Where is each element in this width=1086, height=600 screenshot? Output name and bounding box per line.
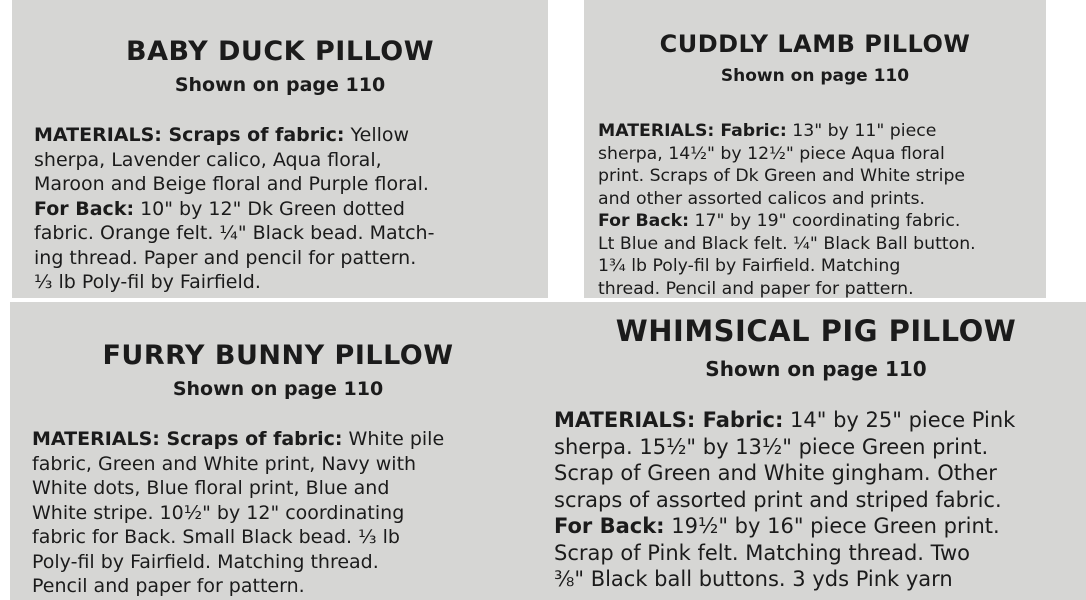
materials-line-text: 1¾ lb Poly-fil by Fairfield. Matching (598, 256, 901, 276)
furry-bunny-title: FURRY BUNNY PILLOW (102, 340, 454, 371)
materials-line (34, 221, 434, 246)
whimsical-pig-subtitle: Shown on page 110 (705, 357, 927, 381)
cuddly-lamb-subtitle: Shown on page 110 (720, 66, 910, 86)
furry-bunny-materials (32, 427, 444, 599)
baby-duck-title: BABY DUCK PILLOW (125, 36, 435, 67)
materials-line-text: 14" by 25" piece Pink (783, 408, 1016, 432)
materials-line (554, 566, 1015, 593)
materials-line-label: MATERIALS: Fabric: (598, 121, 787, 141)
whimsical-pig-title: WHIMSICAL PIG PILLOW (615, 314, 1017, 348)
materials-line-text: sherpa. 15½" by 13½" piece Green print. (554, 434, 989, 459)
materials-line-text: White dots, Blue floral print, Blue and (32, 477, 390, 499)
materials-line (34, 172, 434, 197)
cuddly-lamb-materials (598, 120, 976, 298)
materials-line-label: MATERIALS: Fabric: (554, 408, 784, 432)
materials-line-label: MATERIALS: Scraps of fabric: (32, 428, 343, 450)
materials-line (34, 270, 434, 295)
materials-line-label: For Back: (554, 514, 665, 538)
materials-line-text: Poly-fil by Fairfield. Matching thread. (32, 550, 379, 573)
materials-line (32, 501, 444, 526)
materials-line (554, 434, 1015, 461)
materials-line-text: Lt Blue and Black felt. ¼" Black Ball button. (598, 233, 976, 254)
materials-line (598, 120, 976, 143)
materials-line (554, 487, 1015, 514)
materials-line (554, 460, 1015, 487)
materials-line-text: Scrap of Green and White gingham. Other (554, 461, 997, 485)
materials-line (32, 427, 444, 452)
furry-bunny-subtitle: Shown on page 110 (172, 378, 384, 400)
materials-line-text: Maroon and Beige floral and Purple floral. (34, 173, 429, 195)
materials-line (554, 513, 1015, 540)
cuddly-lamb-title: CUDDLY LAMB PILLOW (659, 30, 971, 58)
materials-line-text: Yellow (344, 124, 410, 146)
materials-line-text: fabric for Back. Small Black bead. ⅓ lb (32, 526, 400, 548)
materials-line-text: sherpa, Lavender calico, Aqua floral, (34, 148, 382, 171)
materials-line (598, 143, 976, 166)
materials-line (34, 148, 434, 173)
materials-line (32, 574, 444, 599)
materials-line-text: Pencil and paper for pattern. (32, 575, 305, 597)
materials-line (554, 540, 1015, 567)
materials-line-text: fabric, Green and White print, Navy with (32, 452, 417, 475)
materials-line (598, 165, 976, 188)
baby-duck-subtitle: Shown on page 110 (174, 74, 386, 96)
materials-line-text: ⅓ lb Poly-fil by Fairfield. (34, 271, 261, 293)
cuddly-lamb-panel (584, 0, 1046, 298)
materials-line-text: 17" by 19" coordinating fabric. (689, 211, 961, 231)
materials-line (34, 197, 434, 222)
materials-line-text: sherpa, 14½" by 12½" piece Aqua floral (598, 143, 945, 164)
materials-line-text: print. Scraps of Dk Green and White stripe (598, 166, 966, 186)
materials-line-text: ⅜" Black ball buttons. 3 yds Pink yarn (554, 567, 953, 591)
whimsical-pig-panel (546, 302, 1086, 600)
materials-line-text: fabric. Orange felt. ¼" Black bead. Match- (34, 222, 435, 244)
materials-line-text: White stripe. 10½" by 12" coordinating (32, 501, 405, 524)
materials-line-text: scraps of assorted print and striped fabric. (554, 487, 1002, 512)
materials-line-label: For Back: (598, 211, 689, 231)
materials-line (598, 255, 976, 278)
materials-line-text: and other assorted calicos and prints. (598, 188, 926, 209)
materials-line (32, 452, 444, 477)
furry-bunny-panel (10, 302, 546, 600)
materials-line-text: White pile (342, 428, 445, 450)
baby-duck-panel (12, 0, 548, 298)
materials-line (34, 123, 434, 148)
materials-line (554, 407, 1015, 434)
materials-line (32, 476, 444, 501)
materials-line-text: ing thread. Paper and pencil for pattern. (34, 246, 417, 269)
whimsical-pig-materials (554, 407, 1015, 593)
materials-line (598, 210, 976, 233)
materials-line (598, 188, 976, 211)
materials-line-text: Scrap of Pink felt. Matching thread. Two (554, 540, 971, 565)
materials-line (598, 278, 976, 299)
materials-line (34, 246, 434, 271)
materials-line (32, 550, 444, 575)
materials-line-label: MATERIALS: Scraps of fabric: (34, 124, 345, 146)
materials-line-label: For Back: (34, 197, 135, 220)
baby-duck-materials (34, 123, 434, 295)
materials-line-text: thread. Pencil and paper for pattern. (598, 278, 914, 298)
materials-line (598, 233, 976, 256)
materials-line-text: 13" by 11" piece (786, 121, 937, 141)
materials-line-text: 19½" by 16" piece Green print. (664, 514, 1000, 538)
materials-line (32, 525, 444, 550)
materials-line-text: 10" by 12" Dk Green dotted (134, 197, 405, 220)
